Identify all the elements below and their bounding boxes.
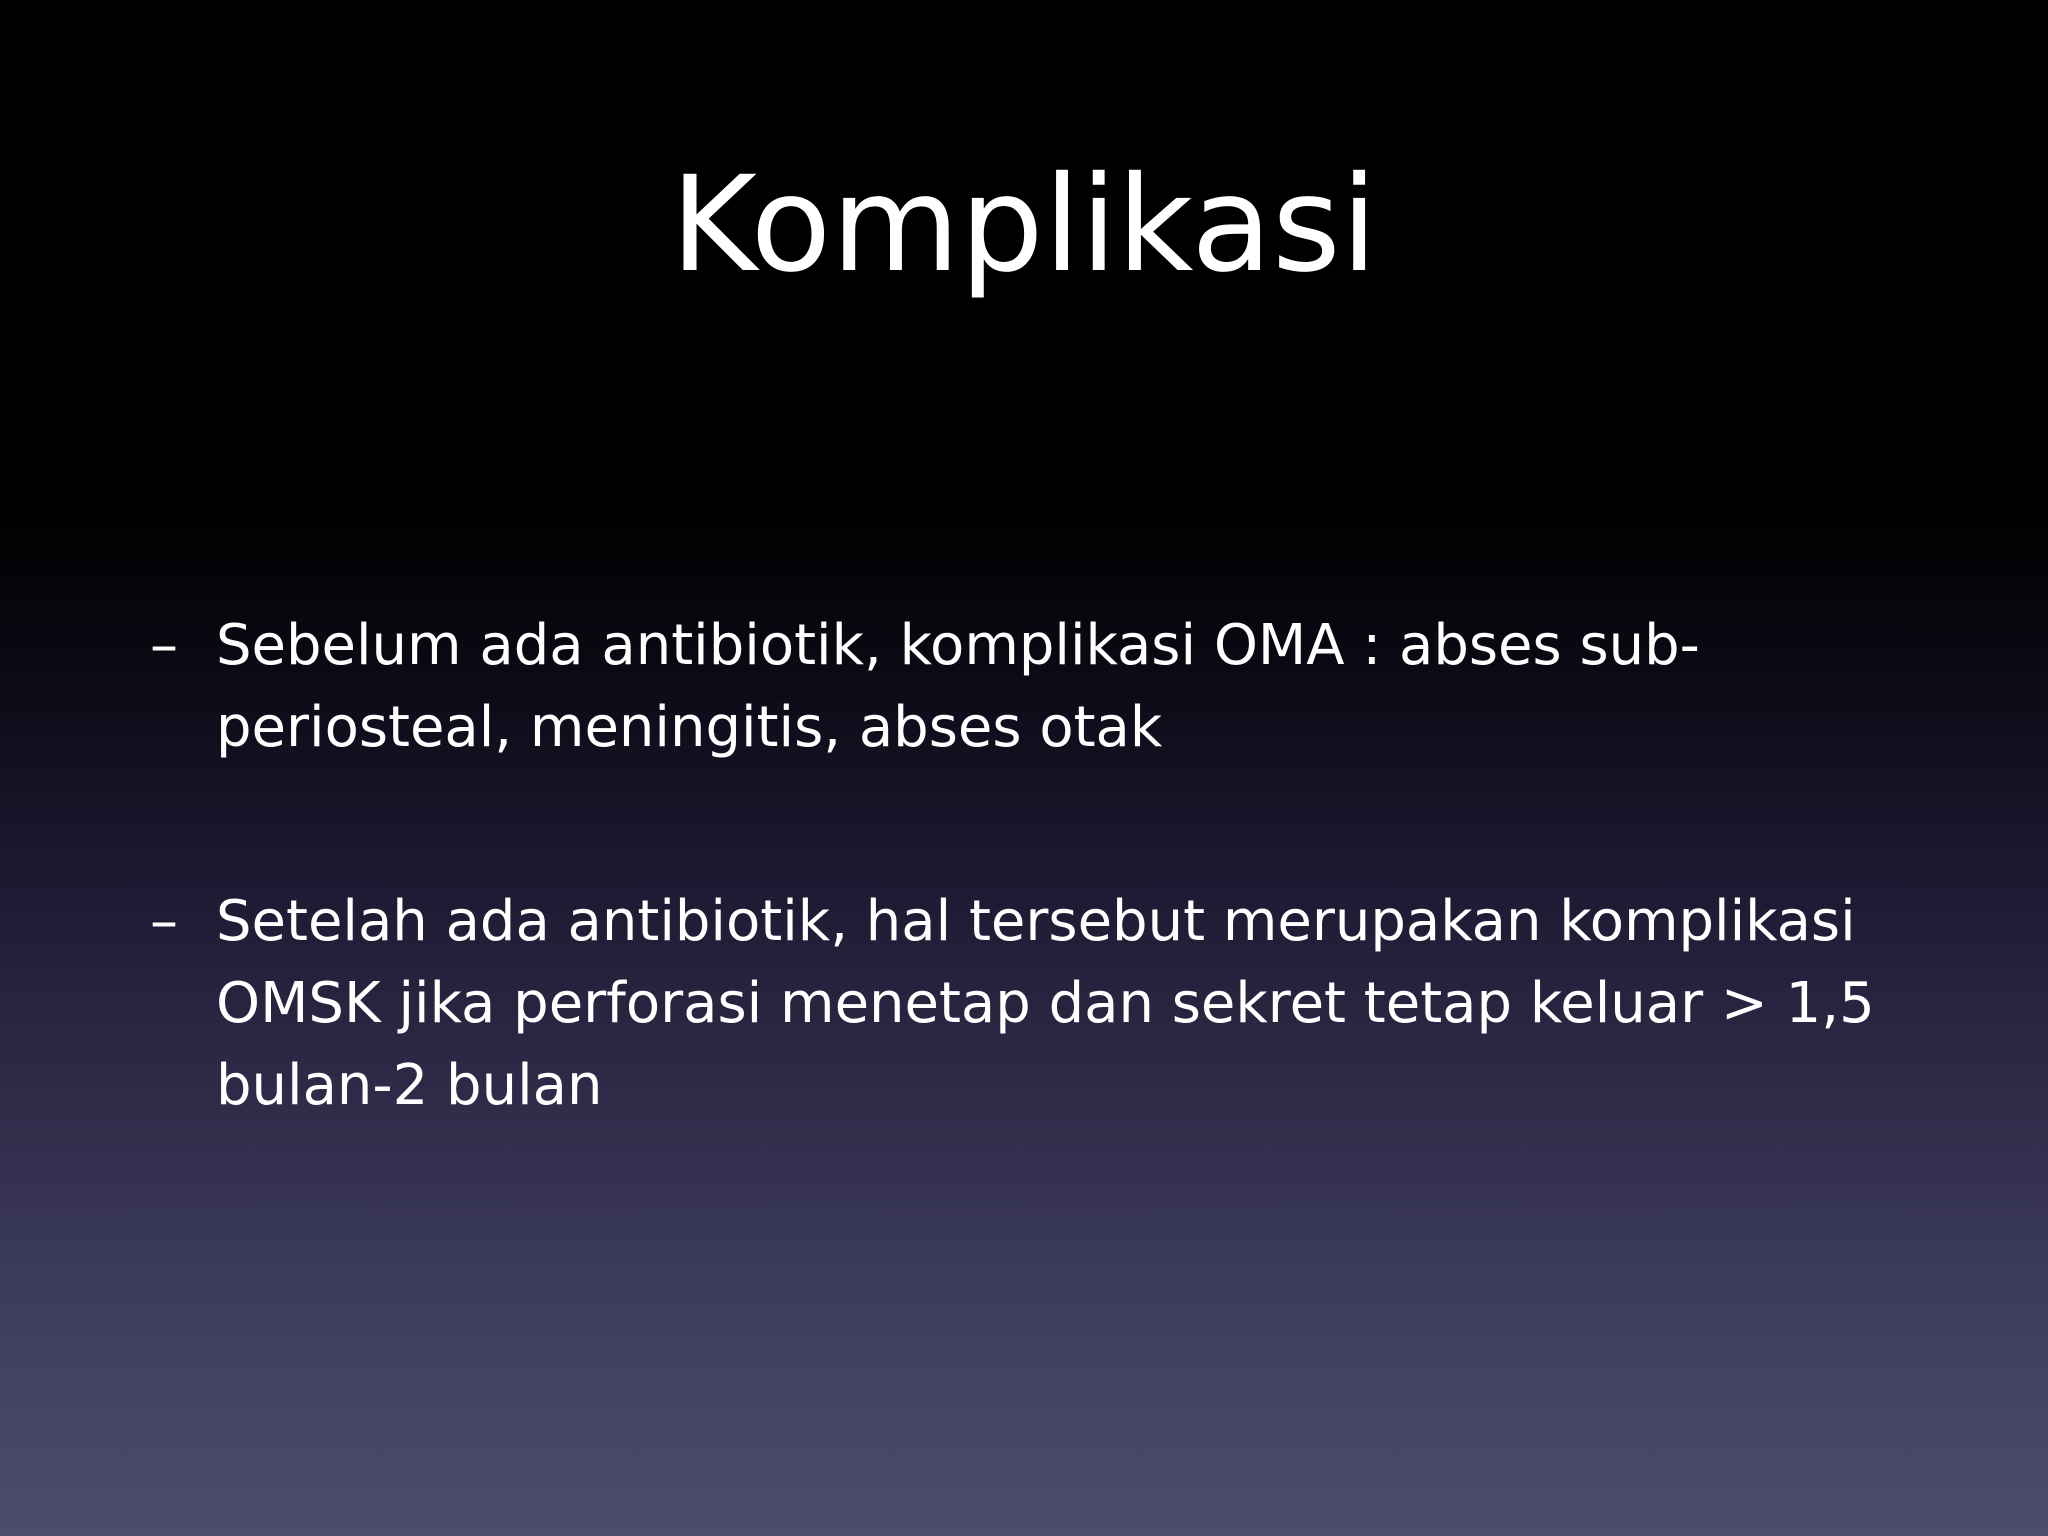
bullet-text: Setelah ada antibiotik, hal tersebut merupakan komplikasi OMSK jika perforasi menetap dan sekret tetap keluar > 1,5 bulan-2 bulan (216, 889, 1875, 1118)
bullet-item (150, 605, 1910, 769)
dash-bullet-icon: – (150, 889, 178, 954)
bullet-item (150, 881, 1910, 1127)
bullet-text: Sebelum ada antibiotik, komplikasi OMA : abses sub-periosteal, meningitis, abses otak (216, 613, 1700, 760)
slide-title: Komplikasi (670, 148, 1378, 302)
bullet-list (150, 605, 1910, 1127)
dash-bullet-icon: – (150, 613, 178, 678)
